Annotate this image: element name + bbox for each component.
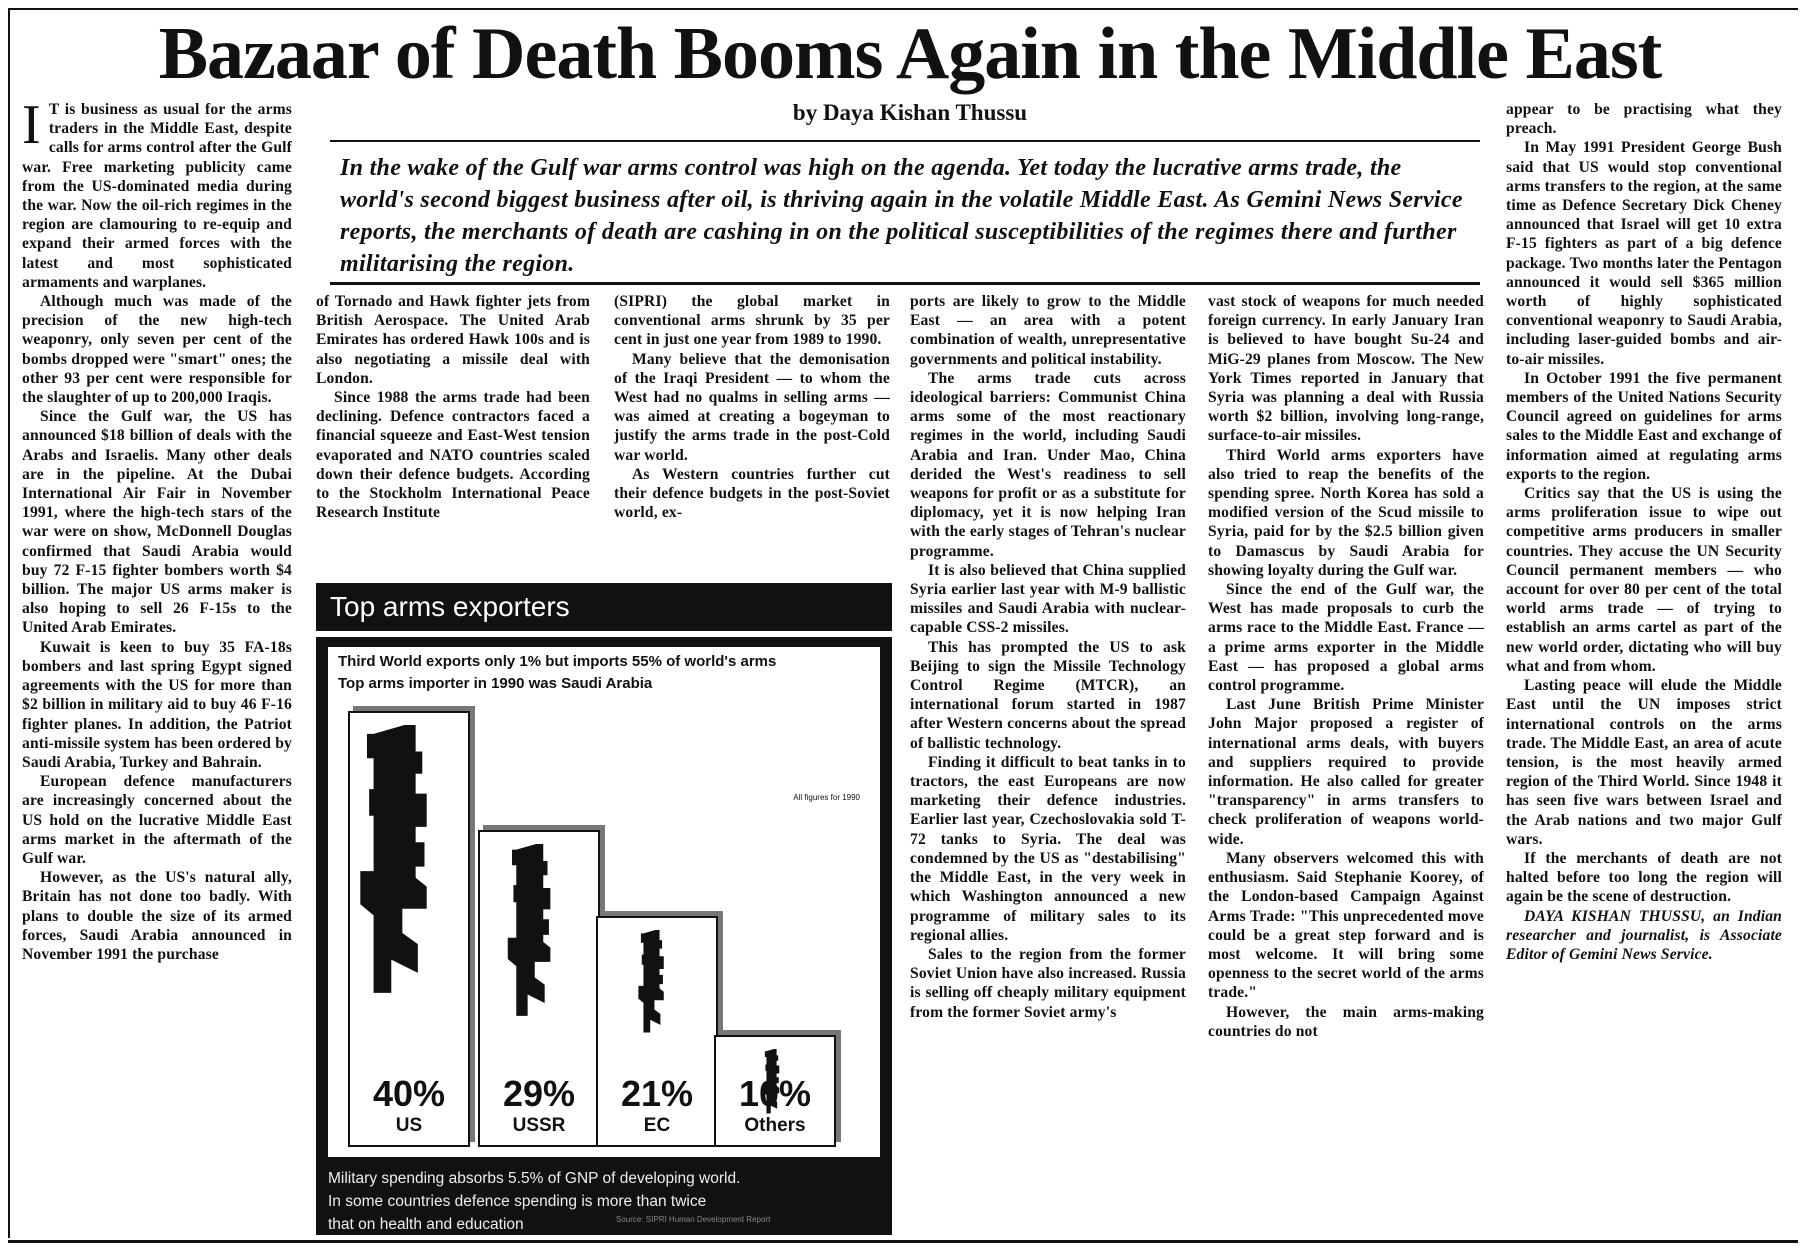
rifle-shape [638, 930, 663, 1032]
column-3 [614, 292, 890, 578]
paragraph: Lasting peace will elude the Middle East until the UN imposes strict international controls on the arms trade. The Middle East, an area of acute tension, is the most heavily armed region of the Third World. Since 1948 it has seen five wars between Israel and the Arab nations and two major Gulf wars. [1506, 677, 1782, 848]
paragraph: Many observers welcomed this with enthusiasm. Said Stephanie Koorey, of the London-based Campaign Against Arms Trade: "This unprecedented move could be a great step forward and is most welcome. It will bring some openness to the secret world of the arms trade." [1208, 849, 1484, 1002]
bar-category-label: Others [744, 1115, 806, 1136]
chart-area [328, 647, 880, 1157]
bar-ussr [478, 830, 600, 1147]
paragraph: Since the Gulf war, the US has announced $18 billion of deals with the Arabs and Israelis. Many other deals are in the pipeline. At the Dubai International Air Fair in November 1991, where the high-tech stars of the war were on show, McDonnell Douglas confirmed that Saudi Arabia would buy 72 F-15 fighter bombers worth $4 billion. The major US arms maker is also hoping to sell 26 F-15s to the United Arab Emirates. [22, 408, 292, 637]
graphic-source: Source: SIPRI Human Development Report [616, 1215, 771, 1224]
paragraph: This has prompted the US to ask Beijing to sign the Missile Technology Control Regime (MTCR), an international forum started in 1987 after Western concerns about the spread of ballistic technology. [910, 638, 1186, 752]
paragraph: Finding it difficult to beat tanks in to tractors, the east Europeans are now marketing their defence industries. Earlier last year, Czechoslovakia sold T-72 tanks to Syria. The deal was condemned by the US as "destabilising" the Middle East, in the very week in which Washington announced a new programme of military sales to its regional allies. [910, 753, 1186, 944]
graphic-footer [328, 1167, 880, 1236]
column-4 [910, 292, 1186, 1235]
paragraph: of Tornado and Hawk fighter jets from British Aerospace. The United Arab Emirates has ordered Hawk 100s and is also negotiating a missile deal with London. [316, 293, 590, 387]
paragraph: T is business as usual for the arms traders in the Middle East, despite calls for arms control after the Gulf war. Free marketing publicity came from the US-dominated media during the war. Now the oil-rich regimes in the region are clamouring to re-equip and expand their armed forces with the latest and most sophisticated armaments and warplanes. [22, 101, 292, 291]
footer-line-1: Military spending absorbs 5.5% of GNP of developing world. [328, 1170, 741, 1187]
footer-line-2: In some countries defence spending is more than twice [328, 1193, 707, 1210]
paragraph: However, as the US's natural ally, Britain has not done too badly. With plans to double the size of its armed forces, Saudi Arabia announced in November 1991 the purchase [22, 869, 292, 963]
article-deck: In the wake of the Gulf war arms control was high on the agenda. Yet today the lucrative arms trade, the world's second biggest business after oil, is thriving again in the volatile Middle East. As Gemini News Service reports, the merchants of death are cashing in on the political susceptibilities of the regimes there and further militarising the region. [340, 155, 1463, 277]
graphic-title: Top arms exporters [316, 583, 892, 631]
paragraph: European defence manufacturers are increasingly concerned about the US hold on the lucrative Middle East arms market in the aftermath of the Gulf war. [22, 773, 292, 867]
column-1 [22, 100, 292, 1235]
bar-category-label: US [395, 1115, 423, 1136]
paragraph: (SIPRI) the global market in conventional arms shrunk by 35 per cent in just one year from 1989 to 1990. [614, 293, 890, 349]
deck-bottom-rule [330, 282, 1480, 285]
paragraph: appear to be practising what they preach. [1506, 101, 1782, 138]
deck-top-rule [330, 140, 1480, 142]
paragraph: In October 1991 the five permanent members of the United Nations Security Council agreed on guidelines for arms sales to the Middle East and exchange of information aimed at regulating arms exports to the region. [1506, 369, 1782, 483]
rifle-icon [598, 930, 716, 1057]
graphic-subtitle-2: Top arms importer in 1990 was Saudi Arabia [338, 675, 653, 692]
paragraph: If the merchants of death are not halted before too long the region will again be the scene of destruction. [1506, 849, 1782, 906]
author-signoff: DAYA KISHAN THUSSU, an Indian researcher and journalist, is Associate Editor of Gemini News Service. [1506, 907, 1782, 963]
bar-category-label: USSR [512, 1115, 566, 1136]
rifle-icon [350, 725, 468, 1057]
left-rule [8, 8, 10, 1238]
figures-note: All figures for 1990 [793, 793, 860, 802]
bar-value-label: 40% [372, 1073, 446, 1114]
bottom-rule [8, 1240, 1798, 1243]
bar-us [348, 711, 470, 1147]
rifle-shape [360, 725, 426, 993]
bar-others [714, 1035, 836, 1147]
paragraph: However, the main arms-making countries do not [1208, 1003, 1484, 1040]
headline: Bazaar of Death Booms Again in the Middle East [158, 13, 1662, 95]
paragraph: In May 1991 President George Bush said that US would stop conventional arms transfers to the region, at the same time as Defence Secretary Dick Cheney announced that Israel will get 10 extra F-15 fighters as part of a big defence package. Two months later the Pentagon announced it would sell $365 million worth of highly sophisticated conventional weaponry to Saudi Arabia, including laser-guided bombs and air-to-air missiles. [1506, 139, 1782, 368]
paragraph: It is also believed that China supplied Syria earlier last year with M-9 ballistic missiles and Saudi Arabia with nuclear-capable CSS-2 missiles. [910, 561, 1186, 637]
column-5 [1208, 292, 1484, 1235]
bar-value-label: 10% [738, 1073, 812, 1114]
paragraph: Many believe that the demonisation of the Iraqi President — to whom the West had no qualms in selling arms — was aimed at creating a bogeyman to justify the arms trade in the post-Cold war world. [614, 350, 890, 464]
graphic-subtitle-1: Third World exports only 1% but imports 55% of world's arms [338, 653, 777, 670]
paragraph: Third World arms exporters have also tried to reap the benefits of the spending spree. North Korea has sold a modified version of the Scud missile to Syria, paid for by the $2.5 billion given to Damascus by Saudi Arabia for showing loyalty during the Gulf war. [1208, 446, 1484, 579]
arms-exporters-graphic [316, 583, 892, 1235]
bar-ec [596, 916, 718, 1147]
paragraph: Critics say that the US is using the arms proliferation issue to wipe out competitive arms producers in smaller countries. They accuse the UN Security Council permanent members — who account for over 80 per cent of the total world arms trade — of trying to establish an arms cartel as part of the new world order, dictating who will buy what and from whom. [1506, 485, 1782, 675]
top-rule [8, 8, 1798, 10]
paragraph: Sales to the region from the former Soviet Union have also increased. Russia is selling off cheaply military equipment from the former Soviet army's [910, 945, 1186, 1021]
drop-cap: I [22, 100, 41, 156]
bar-category-label: EC [643, 1115, 671, 1136]
rifle-icon [480, 844, 598, 1057]
paragraph: Last June British Prime Minister John Major proposed a register of international arms deals, with buyers and suppliers required to provide information. He also called for greater "transparency" in arms transfers to check proliferation of weapons world-wide. [1208, 696, 1484, 848]
paragraph: vast stock of weapons for much needed foreign currency. In early January Iran is believed to have bought Su-24 and MiG-29 planes from Moscow. The New York Times reported in January that Syria was planning a deal with Russia worth $2 billion, involving long-range, surface-to-air missiles. [1208, 293, 1484, 445]
paragraph: ports are likely to grow to the Middle East — an area with a potent combination of wealth, unrepresentative governments and political instability. [910, 293, 1186, 368]
footer-line-3: that on health and education [328, 1216, 524, 1233]
column-2 [316, 292, 590, 578]
bar-value-label: 21% [620, 1073, 694, 1114]
paragraph: As Western countries further cut their defence budgets in the post-Soviet world, ex- [614, 465, 890, 522]
rifle-shape [508, 844, 551, 1016]
paragraph: The arms trade cuts across ideological barriers: Communist China arms some of the most reactionary regimes in the world, including Saudi Arabia and Iran. Under Mao, China derided the West's readiness to sell weapons for profit or as a substitute for diplomacy, yet it is now helping Iran with the early stages of Tehran's nuclear programme. [910, 369, 1186, 560]
byline: by Daya Kishan Thussu [792, 100, 1028, 125]
paragraph: Since the end of the Gulf war, the West has made proposals to curb the arms race to the Middle East. France — a prime arms exporter in the Middle East — has proposed a global arms control programme. [1208, 581, 1484, 695]
paragraph: Kuwait is keen to buy 35 FA-18s bombers and last spring Egypt signed agreements with the US for more than $2 billion in military aid to buy 46 F-16 fighter planes. In addition, the Patriot anti-missile system has been ordered by Saudi Arabia, Turkey and Bahrain. [22, 638, 292, 771]
paragraph: Since 1988 the arms trade had been declining. Defence contractors faced a financial squeeze and East-West tension evaporated and NATO countries scaled down their defence budgets. According to the Stockholm International Peace Research Institute [316, 389, 590, 522]
column-6 [1506, 100, 1782, 1235]
paragraph: Although much was made of the precision of the new high-tech weaponry, only seven per cent of the bombs dropped were "smart" ones; the other 93 per cent were responsible for the slaughter of up to 200,000 Iraqis. [22, 293, 292, 407]
bar-value-label: 29% [502, 1073, 576, 1114]
graphic-frame [316, 637, 892, 1235]
